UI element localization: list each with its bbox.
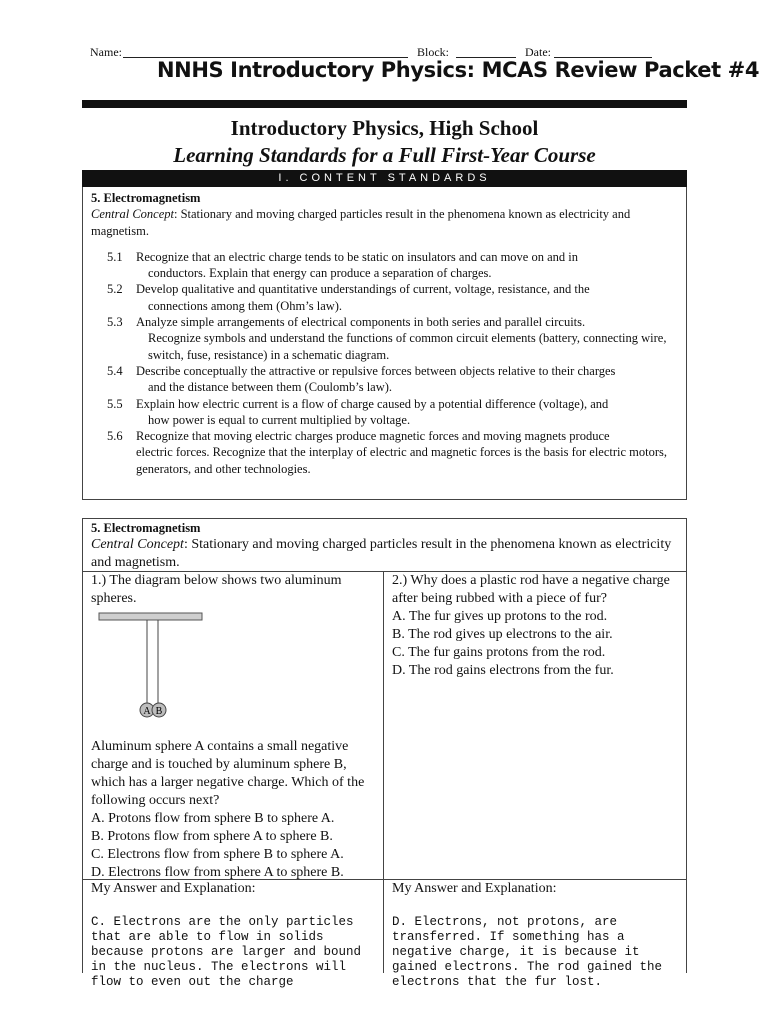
standard-number: 5.2 bbox=[107, 282, 123, 297]
standard-item bbox=[91, 281, 677, 314]
document-title: Introductory Physics, High School bbox=[230, 116, 539, 140]
name-label: Name: bbox=[90, 45, 122, 59]
answer-2-text[interactable]: D. Electrons, not protons, are transferred. If something has a negative charge, it is because it gained electrons. The rod gained the electrons that the fur lost. bbox=[392, 915, 663, 989]
standard-number: 5.3 bbox=[107, 315, 123, 330]
answer-1-text[interactable]: C. Electrons are the only particles that are able to flow in solids because protons are larger and bound in the nucleus. The electrons will flow to even out the charge bbox=[91, 915, 362, 989]
standard-number: 5.6 bbox=[107, 429, 123, 444]
standard-text: Analyze simple arrangements of electrical components in both series and parallel circuits. bbox=[136, 315, 586, 330]
standard-item bbox=[91, 428, 677, 477]
standard-item bbox=[91, 249, 677, 282]
answer-option: D. Electrons flow from sphere A to sphere B. bbox=[91, 865, 344, 880]
question-box bbox=[82, 518, 687, 989]
section-heading: I. CONTENT STANDARDS bbox=[82, 170, 687, 187]
answer-option: C. Electrons flow from sphere B to sphere A. bbox=[91, 847, 344, 862]
standard-text: Develop qualitative and quantitative understandings of current, voltage, resistance, and the bbox=[136, 282, 590, 297]
date-label: Date: bbox=[525, 45, 551, 59]
standard-item bbox=[91, 396, 677, 429]
standard-text: Recognize that moving electric charges produce magnetic forces and moving magnets produce bbox=[136, 429, 610, 444]
document-subtitle: Learning Standards for a Full First-Year Course bbox=[173, 143, 596, 167]
standard-item bbox=[91, 314, 677, 363]
standard-text-cont: conductors. Explain that energy can produce a separation of charges. bbox=[148, 266, 492, 281]
sphere-a-label: A bbox=[143, 706, 151, 717]
standards-central-concept bbox=[91, 206, 677, 239]
standard-text: Explain how electric current is a flow of charge caused by a potential difference (voltage), and bbox=[136, 396, 609, 411]
standard-number: 5.5 bbox=[107, 396, 123, 411]
packet-title: NNHS Introductory Physics: MCAS Review Packet #4 bbox=[157, 58, 760, 82]
standard-item bbox=[91, 363, 677, 396]
standards-box bbox=[82, 187, 687, 500]
answer-option: C. The fur gains protons from the rod. bbox=[392, 645, 606, 660]
question-central-concept bbox=[91, 536, 678, 572]
central-concept-label: Central Concept bbox=[91, 207, 174, 222]
standards-topic: 5. Electromagnetism bbox=[91, 191, 201, 205]
spheres-diagram bbox=[91, 608, 375, 738]
standard-text-cont: electric forces. Recognize that the interplay of electric and magnetic forces is the basis for electric motors, generators, and other technologies. bbox=[136, 445, 668, 476]
sphere-b-label: B bbox=[155, 706, 163, 717]
answer-1-cell bbox=[83, 880, 384, 989]
answer-option: B. The rod gives up electrons to the air. bbox=[392, 627, 613, 642]
standard-number: 5.1 bbox=[107, 249, 123, 264]
question-topic: 5. Electromagnetism bbox=[91, 521, 201, 535]
central-concept-text: : Stationary and moving charged particles result in the phenomena known as electricity and magnetism. bbox=[91, 537, 672, 570]
answer-option: A. Protons flow from sphere B to sphere A. bbox=[91, 811, 335, 826]
support-bar bbox=[99, 613, 202, 620]
question-1-body: Aluminum sphere A contains a small negative charge and is touched by aluminum sphere B, which has a larger negative charge. Which of the following occurs next? bbox=[91, 739, 365, 808]
hanging-spheres-illustration bbox=[91, 608, 291, 738]
standard-number: 5.4 bbox=[107, 363, 123, 378]
question-box-header bbox=[83, 519, 686, 572]
question-1-prompt: 1.) The diagram below shows two aluminum spheres. bbox=[91, 573, 342, 606]
answer-option: D. The rod gains electrons from the fur. bbox=[392, 663, 614, 678]
answer-1-label: My Answer and Explanation: bbox=[91, 881, 256, 896]
central-concept-label: Central Concept bbox=[91, 537, 184, 552]
standard-text-cont: connections among them (Ohm’s law). bbox=[148, 298, 343, 313]
standard-text-cont: and the distance between them (Coulomb’s law). bbox=[148, 380, 393, 395]
standard-text: Recognize that an electric charge tends to be static on insulators and can move on and in bbox=[136, 249, 578, 264]
standard-text-cont: Recognize symbols and understand the functions of common circuit elements (battery, connecting wire, switch, fuse, resistance) in a schematic diagram. bbox=[148, 331, 667, 362]
block-label: Block: bbox=[417, 45, 449, 59]
answer-option: B. Protons flow from sphere A to sphere B. bbox=[91, 829, 333, 844]
answer-2-cell bbox=[384, 880, 686, 989]
answer-2-label: My Answer and Explanation: bbox=[392, 881, 557, 896]
standard-text: Describe conceptually the attractive or repulsive forces between objects relative to their charges bbox=[136, 363, 616, 378]
question-2-prompt: 2.) Why does a plastic rod have a negative charge after being rubbed with a piece of fur? bbox=[392, 573, 670, 606]
central-concept-text: : Stationary and moving charged particles result in the phenomena known as electricity and magnetism. bbox=[91, 207, 631, 238]
header-divider bbox=[82, 100, 687, 108]
answer-option: A. The fur gives up protons to the rod. bbox=[392, 609, 608, 624]
standard-text-cont: how power is equal to current multiplied by voltage. bbox=[148, 412, 411, 427]
